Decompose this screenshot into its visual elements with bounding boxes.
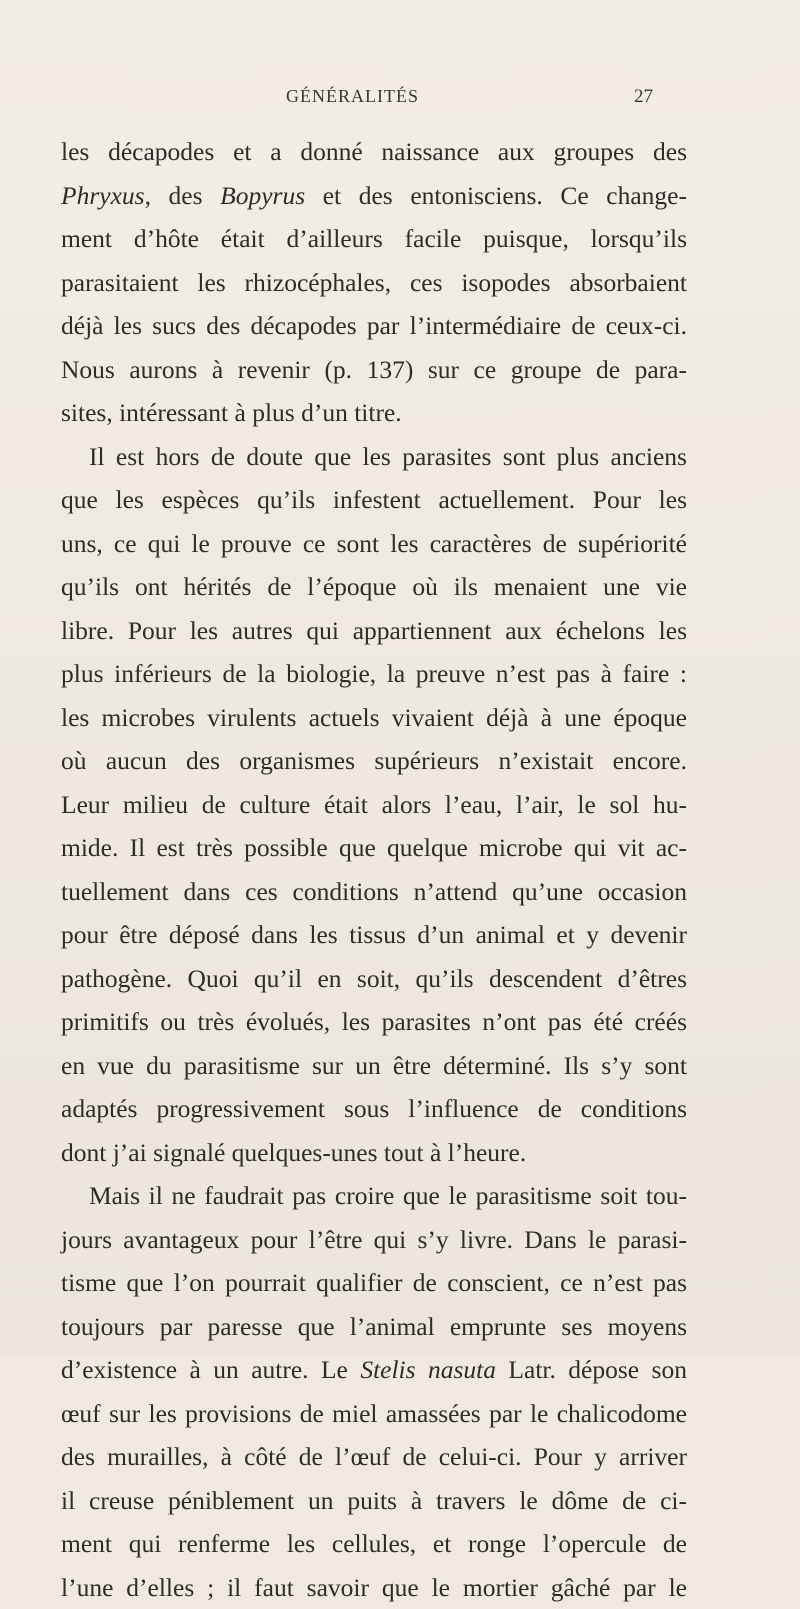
text-segment: les microbes virulents actuels vivaient déjà à une époque [61,703,687,732]
text-segment: pour être déposé dans les tissus d’un animal et y devenir [61,920,687,949]
text-segment: l’une d’elles ; il faut savoir que le mortier gâché par le [61,1573,687,1602]
text-segment: primitifs ou très évolués, les parasites n’ont pas été créés [61,1007,687,1036]
text-line [61,1305,687,1349]
text-segment: Leur milieu de culture était alors l’eau, l’air, le sol hu- [61,790,687,819]
italic-term: Bopyrus [220,181,305,210]
text-line [61,1218,687,1262]
text-segment: il creuse péniblement un puits à travers le dôme de ci- [61,1486,687,1515]
text-line [61,130,687,174]
text-segment: qu’ils ont hérités de l’époque où ils menaient une vie [61,572,687,601]
text-segment: uns, ce qui le prouve ce sont les caractères de supériorité [61,529,687,558]
text-segment: parasitaient les rhizocéphales, ces isopodes absorbaient [61,268,687,297]
text-line [61,826,687,870]
text-line [61,1522,687,1566]
running-title: GÉNÉRALITÉS [286,86,419,107]
text-segment: des murailles, à côté de l’œuf de celui-ci. Pour y arriver [61,1442,687,1471]
text-segment: et des entonisciens. Ce change- [305,181,687,210]
text-segment: jours avantageux pour l’être qui s’y livre. Dans le parasi- [61,1225,687,1254]
text-line [61,1392,687,1436]
text-line [61,435,687,479]
text-segment: ment qui renferme les cellules, et ronge l’opercule de [61,1529,687,1558]
text-line [61,304,687,348]
text-line [61,522,687,566]
running-head [0,86,800,116]
page-number: 27 [634,86,653,108]
text-segment: œuf sur les provisions de miel amassées par le chalicodome [61,1399,687,1428]
italic-term: Stelis nasuta [360,1355,496,1384]
text-segment: mide. Il est très possible que quelque microbe qui vit ac- [61,833,687,862]
text-segment: Mais il ne faudrait pas croire que le parasitisme soit tou- [89,1181,687,1210]
text-segment: adaptés progressivement sous l’influence de conditions [61,1094,687,1123]
text-line [61,1435,687,1479]
text-line [61,870,687,914]
text-segment: les décapodes et a donné naissance aux groupes des [61,137,687,166]
text-segment: pathogène. Quoi qu’il en soit, qu’ils descendent d’êtres [61,964,687,993]
text-line [61,1087,687,1131]
text-segment: dont j’ai signalé quelques-unes tout à l’heure. [61,1138,526,1167]
text-line [61,1479,687,1523]
text-line [61,783,687,827]
text-line [61,478,687,522]
text-line [61,261,687,305]
text-segment: Nous aurons à revenir (p. 137) sur ce groupe de para- [61,355,687,384]
text-line [61,957,687,1001]
text-segment: plus inférieurs de la biologie, la preuve n’est pas à faire : [61,659,687,688]
text-segment: Latr. dépose son [496,1355,687,1384]
text-segment: sites, intéressant à plus d’un titre. [61,398,402,427]
text-line [61,1044,687,1088]
text-segment: , des [145,181,221,210]
text-segment: Il est hors de doute que les parasites sont plus anciens [89,442,687,471]
text-segment: déjà les sucs des décapodes par l’intermédiaire de ceux-ci. [61,311,687,340]
text-line [61,217,687,261]
text-segment: tisme que l’on pourrait qualifier de conscient, ce n’est pas [61,1268,687,1297]
text-line [61,609,687,653]
text-segment: où aucun des organismes supérieurs n’existait encore. [61,746,687,775]
italic-term: Phryxus [61,181,145,210]
text-line [61,696,687,740]
text-line [61,174,687,218]
text-line [61,652,687,696]
text-segment: d’existence à un autre. Le [61,1355,360,1384]
text-segment: toujours par paresse que l’animal emprunte ses moyens [61,1312,687,1341]
text-segment: que les espèces qu’ils infestent actuellement. Pour les [61,485,687,514]
text-line [61,1174,687,1218]
text-line [61,913,687,957]
text-line [61,391,687,435]
text-segment: en vue du parasitisme sur un être déterminé. Ils s’y sont [61,1051,687,1080]
text-line [61,1000,687,1044]
body-text [61,130,687,1609]
text-segment: libre. Pour les autres qui appartiennent aux échelons les [61,616,687,645]
text-line [61,565,687,609]
text-line [61,348,687,392]
text-segment: ment d’hôte était d’ailleurs facile puisque, lorsqu’ils [61,224,687,253]
text-line [61,1566,687,1609]
text-segment: tuellement dans ces conditions n’attend qu’une occasion [61,877,687,906]
text-line [61,739,687,783]
text-line [61,1261,687,1305]
text-line [61,1131,687,1175]
